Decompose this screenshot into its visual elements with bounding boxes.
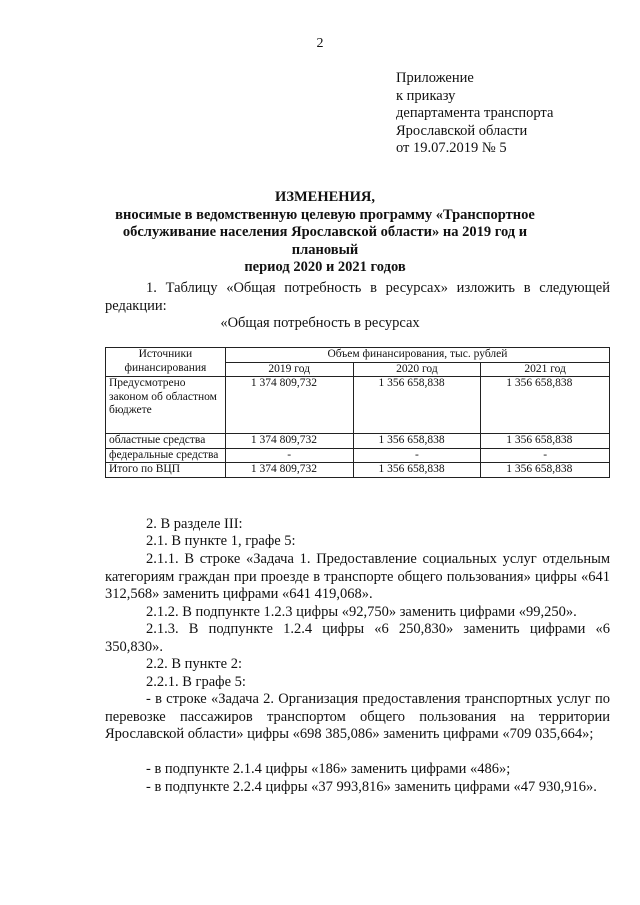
- table-caption: «Общая потребность в ресурсах: [220, 315, 420, 331]
- bullet-2-1-4: - в подпункте 2.1.4 цифры «186» заменить цифрами «486»;: [146, 761, 511, 777]
- title-line: период 2020 и 2021 годов: [244, 259, 406, 275]
- row-label: областные средства: [106, 434, 226, 449]
- annex-block: [396, 70, 553, 158]
- bullet-task-2: - в строке «Задача 2. Организация предоставления транспортных услуг по перевозке пассажиров транспортом общего пользования на территории Ярославской области» цифры «698 385,086» заменить цифрами «709 035,664»;: [105, 691, 610, 742]
- table-row: [106, 377, 610, 434]
- header-year-2020: 2020 год: [353, 362, 481, 377]
- annex-line: Приложение: [396, 70, 474, 86]
- cell-2019: -: [225, 448, 353, 463]
- section-2-1-3: 2.1.3. В подпункте 1.2.4 цифры «6 250,830» заменить цифрами «6 350,830».: [105, 621, 610, 655]
- page-number: 2: [316, 36, 324, 51]
- intro-paragraph: 1. Таблицу «Общая потребность в ресурсах» изложить в следующей редакции:: [105, 280, 610, 314]
- title-line: вносимые в ведомственную целевую программу «Транспортное: [115, 206, 535, 223]
- header-year-2019: 2019 год: [225, 362, 353, 377]
- header-year-2021: 2021 год: [481, 362, 610, 377]
- cell-2021: -: [481, 448, 610, 463]
- title-line: обслуживание населения Ярославской области» на 2019 год и плановый: [122, 224, 528, 258]
- header-volume: Объем финансирования, тыс. рублей: [225, 348, 609, 363]
- annex-line: Ярославской области: [396, 122, 528, 139]
- cell-2020: -: [353, 448, 481, 463]
- annex-line: департамента транспорта: [396, 105, 554, 121]
- section-2-1: 2.1. В пункте 1, графе 5:: [146, 533, 296, 549]
- resource-table: [105, 347, 610, 478]
- row-label: Итого по ВЦП: [106, 463, 226, 478]
- title-line: ИЗМЕНЕНИЯ,: [275, 189, 375, 205]
- row-label: федеральные средства: [106, 448, 226, 463]
- cell-2021: 1 356 658,838: [481, 434, 610, 449]
- cell-2020: 1 356 658,838: [353, 377, 481, 434]
- document-title: [90, 189, 560, 277]
- annex-line: к приказу: [396, 87, 456, 104]
- section-2-2-1: 2.2.1. В графе 5:: [146, 674, 246, 690]
- cell-2019: 1 374 809,732: [225, 434, 353, 449]
- table-row: [106, 463, 610, 478]
- cell-2019: 1 374 809,732: [225, 377, 353, 434]
- annex-line: от 19.07.2019 № 5: [396, 140, 507, 156]
- section-2-1-1: 2.1.1. В строке «Задача 1. Предоставление социальных услуг отдельным категориям граждан при проезде в транспорте общего пользования» цифры «641 312,568» заменить цифрами «641 419,068».: [105, 551, 610, 602]
- cell-2020: 1 356 658,838: [353, 434, 481, 449]
- row-label: Предусмотрено законом об областном бюджете: [106, 377, 226, 434]
- cell-2019: 1 374 809,732: [225, 463, 353, 478]
- bullet-2-2-4: - в подпункте 2.2.4 цифры «37 993,816» заменить цифрами «47 930,916».: [146, 779, 597, 795]
- table-row: [106, 434, 610, 449]
- cell-2021: 1 356 658,838: [481, 377, 610, 434]
- cell-2021: 1 356 658,838: [481, 463, 610, 478]
- header-source: Источники финансирования: [106, 348, 226, 377]
- cell-2020: 1 356 658,838: [353, 463, 481, 478]
- table-row: [106, 448, 610, 463]
- section-2: 2. В разделе III:: [146, 516, 243, 532]
- section-2-1-2: 2.1.2. В подпункте 1.2.3 цифры «92,750» заменить цифрами «99,250».: [146, 604, 577, 620]
- section-2-2: 2.2. В пункте 2:: [146, 656, 242, 672]
